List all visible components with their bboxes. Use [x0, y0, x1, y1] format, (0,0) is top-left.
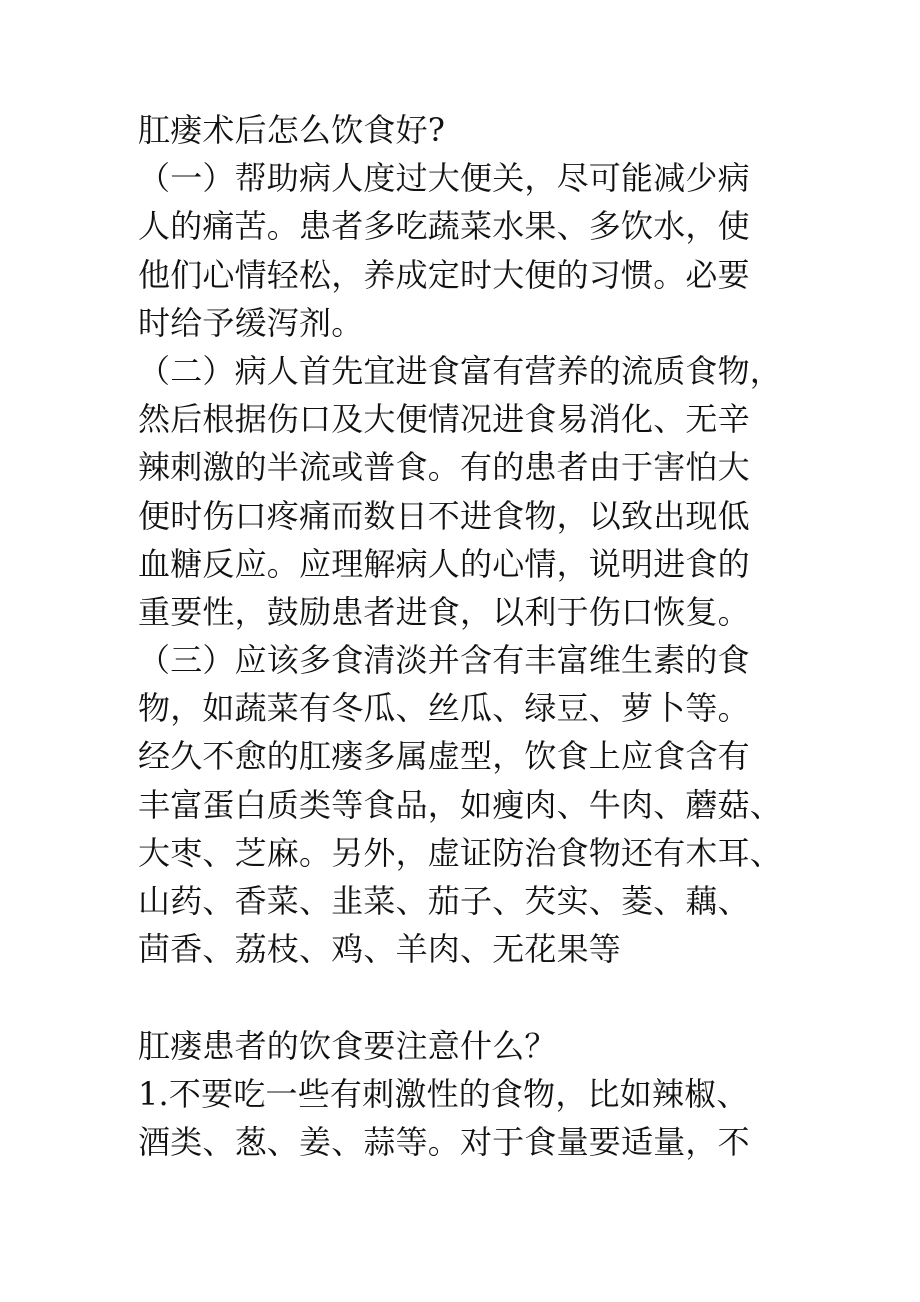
- text-line: 血糖反应。应理解病人的心情，说明进食的: [138, 544, 750, 583]
- text-line: 时给予缓泻剂。: [138, 303, 364, 342]
- text-line: 他们心情轻松，养成定时大便的习惯。必要: [138, 255, 750, 294]
- text-line: 人的痛苦。患者多吃蔬菜水果、多饮水，使: [138, 207, 750, 246]
- text-line: （一）帮助病人度过大便关，尽可能减少病: [138, 159, 750, 198]
- paragraph-gap: [138, 973, 798, 1021]
- text-line: 茴香、荔枝、鸡、羊肉、无花果等: [138, 930, 622, 969]
- text-line: 经久不愈的肛瘘多属虚型，饮食上应食含有: [138, 737, 750, 776]
- text-line: 山药、香菜、韭菜、茄子、芡实、菱、藕、: [138, 882, 750, 920]
- text-line: 1.不要吃一些有刺激性的食物，比如辣椒、: [138, 1074, 749, 1113]
- text-line: （二）病人首先宜进食富有营养的流质食物，: [138, 351, 783, 390]
- text-line: 大枣、芝麻。另外，虚证防治食物还有木耳、: [138, 833, 783, 872]
- section-heading: 肛瘘患者的饮食要注意什么？: [138, 1026, 557, 1065]
- text-line: （三）应该多食清淡并含有丰富维生素的食: [138, 641, 750, 680]
- section-heading: 肛瘘术后怎么饮食好?: [138, 111, 446, 149]
- text-line: 辣刺激的半流或普食。有的患者由于害怕大: [138, 448, 750, 487]
- document-body: [138, 106, 798, 1166]
- text-line: 重要性，鼓励患者进食，以利于伤口恢复。: [138, 592, 750, 631]
- text-line: 然后根据伤口及大便情况进食易消化、无辛: [138, 400, 750, 439]
- text-line: 物，如蔬菜有冬瓜、丝瓜、绿豆、萝卜等。: [138, 689, 750, 728]
- text-line: 便时伤口疼痛而数日不进食物，以致出现低: [138, 496, 750, 535]
- text-line: 丰富蛋白质类等食品，如瘦肉、牛肉、蘑菇、: [138, 785, 783, 824]
- text-line: 酒类、葱、姜、蒜等。对于食量要适量，不: [138, 1122, 750, 1161]
